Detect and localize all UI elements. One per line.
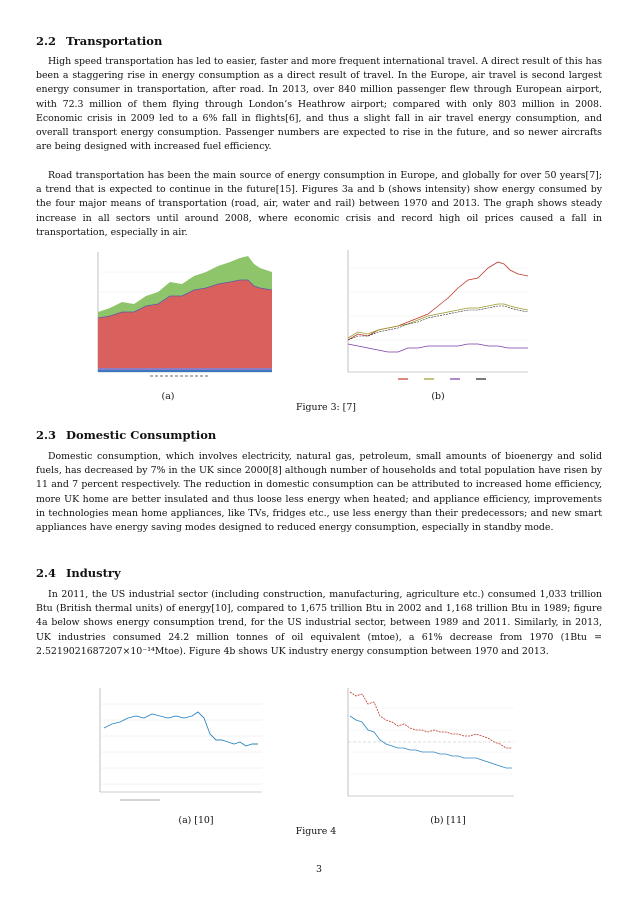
- section-number: 2.2: [36, 34, 57, 48]
- section-title: Industry: [66, 566, 121, 580]
- rail-area: [98, 370, 272, 372]
- section-heading-transportation: [36, 34, 162, 48]
- figure-3a-stacked-area-chart: [90, 250, 280, 383]
- section-title: Domestic Consumption: [66, 428, 217, 442]
- figure-4b-label: (b) [11]: [430, 815, 466, 826]
- section-heading-industry: [36, 566, 121, 580]
- figure-4a-line-chart: [90, 684, 268, 806]
- section-number: 2.4: [36, 566, 57, 580]
- figure-4a-label: (a) [10]: [178, 815, 214, 826]
- section-heading-domestic: [36, 428, 216, 442]
- section-number: 2.3: [36, 428, 57, 442]
- figure-4b-line-chart: [338, 686, 520, 810]
- paragraph-domestic: Domestic consumption, which involves electricity, natural gas, petroleum, small amounts of bioenergy and solid fuels, has decreased by 7% in the UK since 2000[8] although number of households and total population have risen by 11 and 7 percent respectively. The reduction in domestic consumption can be attributed to increased home efficiency, more UK home are better insulated and thus loose less energy when heated; and appliance efficiency, improvements in technologies mean home appliances, like TVs, fridges etc., use less energy than their predecessors; and new smart appliances have energy saving modes designed to reduced energy consumption, especially in standby mode.: [36, 451, 602, 534]
- figure-3b-line-chart: [338, 248, 534, 386]
- figure-3-caption: Figure 3: [7]: [296, 402, 356, 413]
- figure-3b-label: (b): [431, 391, 445, 402]
- figure-3a-label: (a): [161, 391, 175, 402]
- water-area: [98, 368, 272, 370]
- paragraph-transport-2: Road transportation has been the main source of energy consumption in Europe, and globally for over 50 years[7]; a trend that is expected to continue in the future[15]. Figures 3a and b (shows intensity) show energy consumed by the four major means of transportation (road, air, water and rail) between 1970 and 2013. The graph shows steady increase in all sectors until around 2008, where economic crisis and record high oil prices caused a fall in transportation, especially in air.: [36, 170, 602, 238]
- paragraph-industry: In 2011, the US industrial sector (including construction, manufacturing, agriculture etc.) consumed 1,033 trillion Btu (British thermal units) of energy[10], compared to 1,675 trillion Btu in 2002 and 1,168 trillion Btu in 1989; figure 4a below shows energy consumption trend, for the US industrial sector, between 1989 and 2011. Similarly, in 2013, UK industries consumed 24.2 million tonnes of oil equivalent (mtoe), a 61% decrease from 1970 (1Btu = 2.5219021687207×10⁻¹⁴Mtoe). Figure 4b shows UK industry energy consumption between 1970 and 2013.: [36, 589, 602, 657]
- figure-4-caption: Figure 4: [295, 826, 337, 837]
- page-number: 3: [316, 864, 322, 875]
- section-title: Transportation: [66, 34, 163, 48]
- paragraph-transport-1: High speed transportation has led to easier, faster and more frequent international travel. A direct result of this has been a staggering rise in energy consumption as a direct result of travel. In the Europe, air travel is second largest energy consumer in transportation, after road. In 2013, over 840 million passenger flew through European airport, with 72.3 million of them flying through London’s Heathrow airport; compared with only 803 million in 2008. Economic crisis in 2009 led to a 6% fall in flights[6], and thus a slight fall in air travel energy consumption, and overall transport energy consumption. Passenger numbers are expected to rise in the future, and so newer aircrafts are being designed with increased fuel efficiency.: [36, 56, 602, 153]
